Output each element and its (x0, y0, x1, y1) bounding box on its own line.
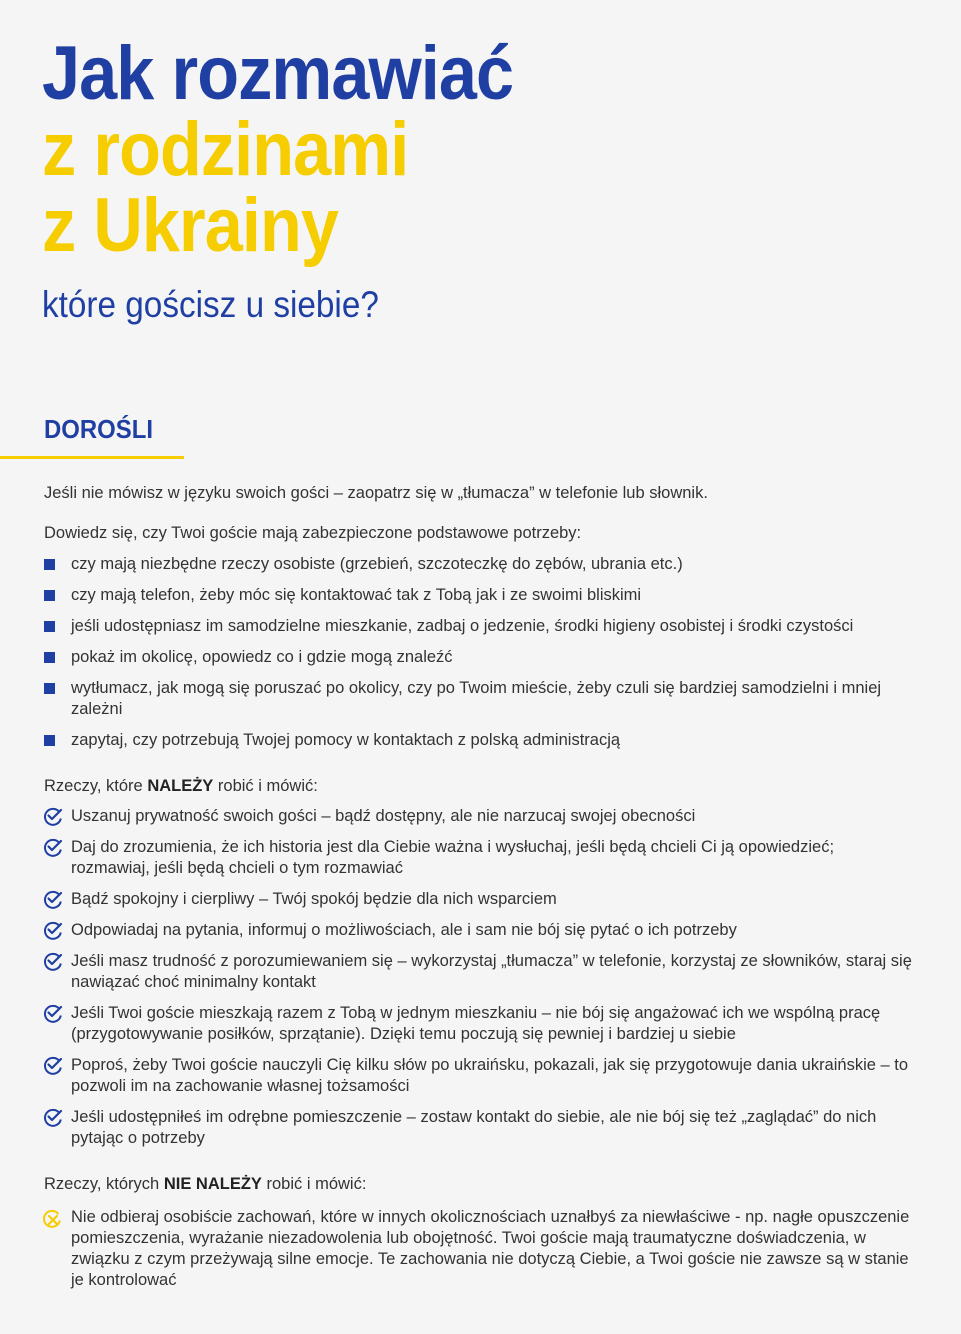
check-circle-icon (42, 1055, 64, 1077)
title-line-3: z Ukrainy (42, 183, 339, 268)
needs-list (44, 554, 914, 751)
list-item: czy mają telefon, żeby móc się kontaktować tak z Tobą jak i ze swoimi bliskimi (44, 585, 914, 606)
family-icon (472, 100, 922, 420)
check-circle-icon (42, 806, 64, 828)
check-circle-icon (42, 920, 64, 942)
list-item: Jeśli Twoi goście mieszkają razem z Tobą w jednym mieszkaniu – nie bój się angażować ich we wspólną pracę (przygotowywanie posiłków, sprzątanie). Dzięki temu poczują się pewniej i bardziej u siebie (44, 1003, 914, 1045)
list-item: Daj do zrozumienia, że ich historia jest dla Ciebie ważna i wysłuchaj, jeśli będą chcieli Ci ją opowiedzieć; rozmawiaj, jeśli będą chcieli o tym rozmawiać (44, 837, 914, 879)
check-circle-icon (42, 951, 64, 973)
dos-list (44, 806, 914, 1149)
list-item: Jeśli masz trudność z porozumiewaniem się – wykorzystaj „tłumacza” w telefonie, korzystaj ze słowników, staraj się nawiązać choć minimalny kontakt (44, 951, 914, 993)
list-item: czy mają niezbędne rzeczy osobiste (grzebień, szczoteczkę do zębów, ubrania etc.) (44, 554, 914, 575)
list-item: Odpowiadaj na pytania, informuj o możliwościach, ale i sam nie bój się pytać o ich potrzeby (44, 920, 914, 941)
content (44, 480, 914, 1291)
check-circle-icon (42, 837, 64, 859)
list-item: Uszanuj prywatność swoich gości – bądź dostępny, ale nie narzucaj swojej obecności (44, 806, 914, 827)
bullet-square-icon (44, 683, 55, 694)
bullet-square-icon (44, 559, 55, 570)
bullet-square-icon (44, 735, 55, 746)
title-line-2: z rodzinami (42, 107, 409, 192)
intro-text: Jeśli nie mówisz w języku swoich gości – zaopatrz się w „tłumacza” w telefonie lub słownik. (44, 484, 708, 502)
list-item: pokaż im okolicę, opowiedz co i gdzie mogą znaleźć (44, 647, 914, 668)
list-item: Poproś, żeby Twoi goście nauczyli Cię kilku słów po ukraińsku, pokazali, jak się przygotowuje dania ukraińskie – to pozwoli im na zachowanie własnej tożsamości (44, 1055, 914, 1097)
list-item: Jeśli udostępniłeś im odrębne pomieszczenie – zostaw kontakt do siebie, ale nie bój się też „zaglądać” do nich pytając o potrzeby (44, 1107, 914, 1149)
title-line-1: Jak rozmawiać (42, 31, 514, 116)
list-item: wytłumacz, jak mogą się poruszać po okolicy, czy po Twoim mieście, żeby czuli się bardziej samodzielni i mniej zależni (44, 678, 914, 720)
list-item: jeśli udostępniasz im samodzielne mieszkanie, zadbaj o jedzenie, środki higieny osobistej i środki czystości (44, 616, 914, 637)
list-item: zapytaj, czy potrzebują Twojej pomocy w kontaktach z polską administracją (44, 730, 914, 751)
dos-lead: Rzeczy, które NALEŻY robić i mówić: (44, 777, 318, 795)
donts-list (44, 1207, 914, 1291)
x-circle-icon (41, 1208, 63, 1230)
section-underline (0, 456, 184, 459)
section-heading: DOROŚLI (44, 414, 153, 444)
check-circle-icon (42, 889, 64, 911)
check-circle-icon (42, 1107, 64, 1129)
page-title (42, 31, 514, 268)
donts-lead: Rzeczy, których NIE NALEŻY robić i mówić: (44, 1175, 367, 1193)
list-item: Bądź spokojny i cierpliwy – Twój spokój będzie dla nich wsparciem (44, 889, 914, 910)
bullet-square-icon (44, 652, 55, 663)
list-item: Nie odbieraj osobiście zachowań, które w innych okolicznościach uznałbyś za niewłaściwe - np. nagłe opuszczenie pomieszczenia, wyrażanie niezadowolenia lub obojętność. Twoi goście mają traumatyczne doświadczenia, w związku z czym przeżywają silne emocje. Te zachowania nie dotyczą Ciebie, a Twoi goście nie zawsze są w stanie je kontrolować (44, 1207, 914, 1291)
check-circle-icon (42, 1003, 64, 1025)
bullet-square-icon (44, 590, 55, 601)
needs-lead: Dowiedz się, czy Twoi goście mają zabezpieczone podstawowe potrzeby: (44, 524, 582, 542)
bullet-square-icon (44, 621, 55, 632)
page-subtitle: które gościsz u siebie? (42, 284, 379, 325)
